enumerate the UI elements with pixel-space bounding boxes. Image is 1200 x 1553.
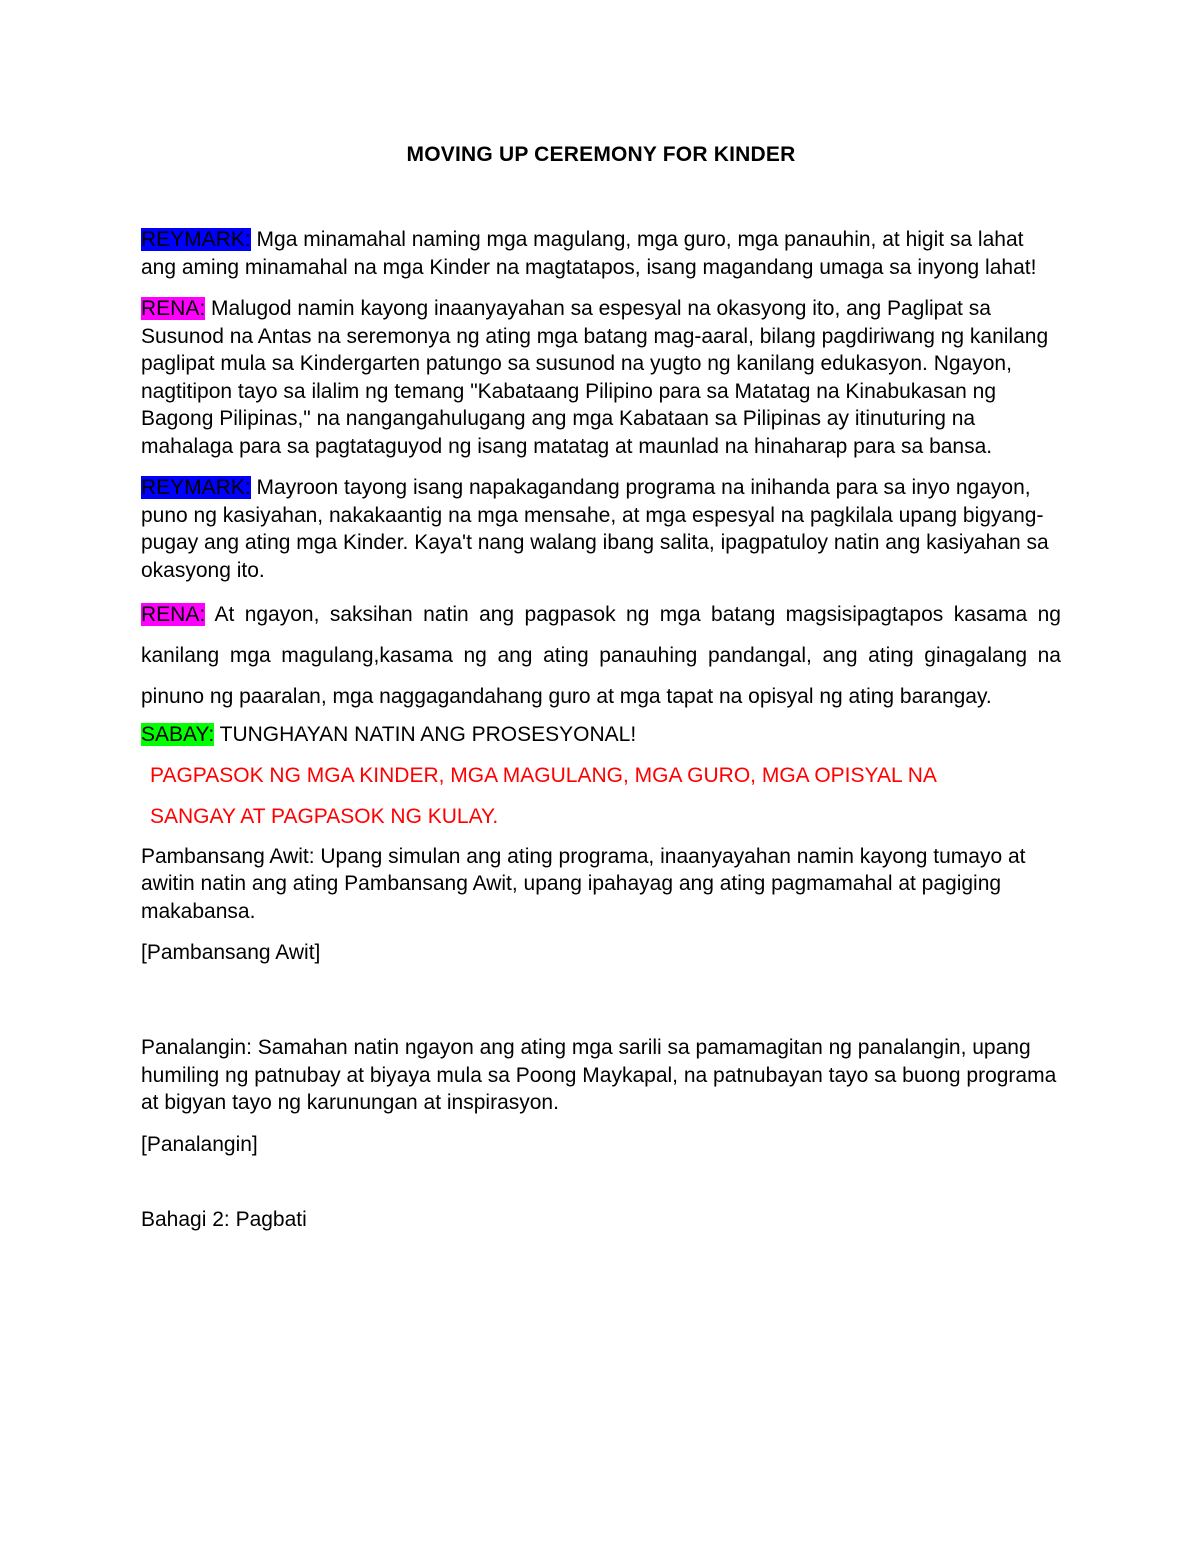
anthem-marker: [Pambansang Awit] [141,941,321,964]
processional-instruction-line-2: SANGAY AT PAGPASOK NG KULAY. [150,804,499,828]
speaker-label-sabay: SABAY: [141,723,215,746]
paragraph-sabay-processional [141,721,1061,749]
section-heading-pagbati: Bahagi 2: Pagbati [141,1207,307,1231]
paragraph-text: Mayroon tayong isang napakagandang programa na inihanda para sa inyo ngayon, puno ng kasiyahan, nakakaantig na mga mensahe, at mga espesyal na pagkilala upang bigyang-pugay ang ating mga Kinder. Kaya't nang walang ibang salita, ipagpatuloy natin ang kasiyahan sa okasyong ito. [141,476,1049,582]
prayer-marker: [Panalangin] [141,1132,258,1156]
document-title: MOVING UP CEREMONY FOR KINDER [406,143,796,166]
paragraph-prayer: Panalangin: Samahan natin ngayon ang ating mga sarili sa pamamagitan ng panalangin, upang humiling ng patnubay at biyaya mula sa Poong Maykapal, na patnubayan tayo sa buong programa at bigyan tayo ng karunungan at inspirasyon. [141,1036,1057,1114]
paragraph-rena-entrance [141,594,1061,717]
paragraph-reymark-greeting [141,226,1061,281]
paragraph-text: At ngayon, saksihan natin ang pagpasok ng mga batang magsisipagtapos kasama ng kanilang mga magulang,kasama ng ang ating panauhing pandangal, ang ating ginagalang na pinuno ng paaralan, mga naggagandahang guro at mga tapat na opisyal ng ating barangay. [141,603,1061,708]
paragraph-text: Malugod namin kayong inaanyayahan sa espesyal na okasyong ito, ang Paglipat sa Susunod na Antas na seremonya ng ating mga batang mag-aaral, bilang pagdiriwang ng kanilang paglipat mula sa Kindergarten patungo sa susunod na yugto ng kanilang edukasyon. Ngayon, nagtitipon tayo sa ilalim ng temang "Kabataang Pilipino para sa Matatag na Kinabukasan ng Bagong Pilipinas," na nangangahulugang ang mga Kabataan sa Pilipinas ay itinuturing na mahalaga para sa pagtataguyod ng isang matatag at maunlad na hinaharap para sa bansa. [141,297,1049,458]
paragraph-rena-welcome [141,295,1061,460]
speaker-label-reymark: REYMARK: [141,228,251,251]
paragraph-anthem: Pambansang Awit: Upang simulan ang ating programa, inaanyayahan namin kayong tumayo at awitin natin ang ating Pambansang Awit, upang ipahayag ang ating pagmamahal at pagiging makabansa. [141,844,1026,923]
speaker-label-rena: RENA: [141,297,206,320]
paragraph-text: TUNGHAYAN NATIN ANG PROSESYONAL! [214,723,637,746]
paragraph-reymark-program [141,474,1061,584]
speaker-label-reymark: REYMARK: [141,476,251,499]
speaker-label-rena: RENA: [141,603,206,626]
document-body [141,141,1061,1247]
paragraph-text: Mga minamahal naming mga magulang, mga guro, mga panauhin, at higit sa lahat ang aming minamahal na mga Kinder na magtatapos, isang magandang umaga sa inyong lahat! [141,228,1037,279]
processional-instruction-line-1: PAGPASOK NG MGA KINDER, MGA MAGULANG, MGA GURO, MGA OPISYAL NA [150,763,937,787]
